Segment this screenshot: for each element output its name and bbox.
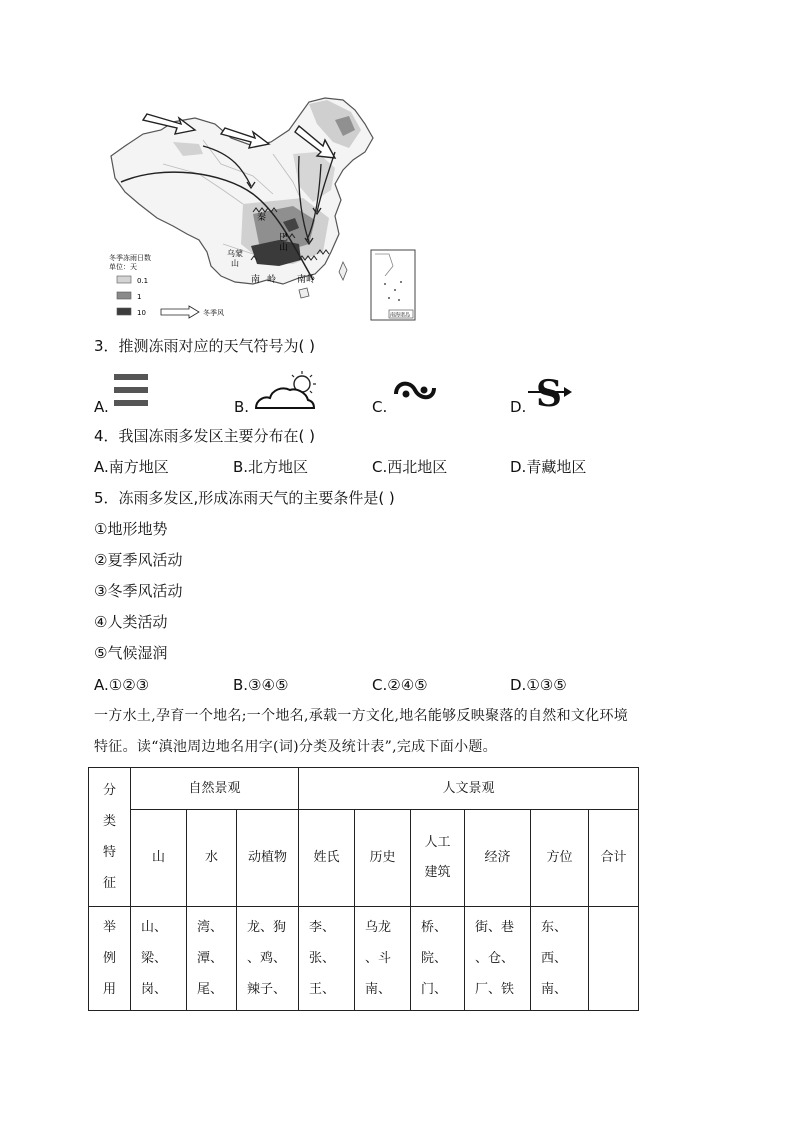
table-col-building: 人工建筑 xyxy=(411,810,465,907)
map-label-qin: 秦 xyxy=(257,213,267,223)
q3-option-a-letter: A. xyxy=(94,398,109,416)
q3-option-b[interactable] xyxy=(234,397,249,417)
q4-option-b[interactable]: B.北方地区 xyxy=(233,458,309,476)
table-col-total: 合计 xyxy=(589,810,639,907)
q5-item-3: ③冬季风活动 xyxy=(94,582,183,600)
q5-option-c[interactable]: C.②④⑤ xyxy=(372,676,428,694)
table-cell: 李、 张、 王、 xyxy=(299,907,355,1011)
map-label-shan: 山 xyxy=(279,243,289,253)
map-label-ba: 巴 xyxy=(279,233,289,243)
legend-swatch-dark xyxy=(117,308,131,315)
question-3-stem: 3．推测冻雨对应的天气符号为( ) xyxy=(94,337,316,355)
q5-item-1: ①地形地势 xyxy=(94,520,168,538)
table-col-surname: 姓氏 xyxy=(299,810,355,907)
map-label-nanling-b: 岭 xyxy=(267,275,277,285)
dust-storm-icon xyxy=(528,372,576,412)
legend-swatch-light xyxy=(117,276,131,283)
sandstorm-icon xyxy=(392,376,438,410)
table-cell: 东、 西、 南、 xyxy=(531,907,589,1011)
q5-item-5: ⑤气候湿润 xyxy=(94,644,168,662)
table-corner-header: 分 类 特 征 xyxy=(89,768,131,907)
legend-label-light: 0.1 xyxy=(137,277,149,285)
table-group-natural: 自然景观 xyxy=(131,768,299,810)
question-4-stem: 4．我国冻雨多发区主要分布在( ) xyxy=(94,427,316,445)
question-5-stem: 5．冻雨多发区,形成冻雨天气的主要条件是( ) xyxy=(94,489,395,507)
table-col-mountain: 山 xyxy=(131,810,187,907)
q5-option-a[interactable]: A.①②③ xyxy=(94,676,150,694)
table-col-fauna-flora: 动植物 xyxy=(237,810,299,907)
partly-cloudy-icon xyxy=(254,370,320,412)
table-cell: 龙、狗 、鸡、 辣子、 xyxy=(237,907,299,1011)
map-label-nanling-a: 南 xyxy=(251,275,261,285)
q3-option-a[interactable] xyxy=(94,397,109,417)
china-freezing-rain-map xyxy=(103,94,420,322)
legend-label-dark: 10 xyxy=(137,309,146,317)
legend-title: 冬季冻雨日数 xyxy=(109,254,151,262)
intro-line-2: 特征。读“滇池周边地名用字(词)分类及统计表”,完成下面小题。 xyxy=(94,739,497,755)
map-label-nanling-c: 南岭 xyxy=(297,275,316,285)
table-group-human: 人文景观 xyxy=(299,768,639,810)
table-row-label: 举 例 用 xyxy=(89,907,131,1011)
q4-option-c[interactable]: C.西北地区 xyxy=(372,458,448,476)
table-cell: 乌龙 、斗 南、 xyxy=(355,907,411,1011)
q5-item-4: ④人类活动 xyxy=(94,613,168,631)
table-cell: 山、 梁、 岗、 xyxy=(131,907,187,1011)
legend-wind-arrow-icon xyxy=(161,306,199,318)
table-cell: 街、巷 、仓、 厂、铁 xyxy=(465,907,531,1011)
q3-option-c[interactable] xyxy=(372,397,387,417)
q3-option-d-letter: D. xyxy=(510,398,527,416)
q5-option-b[interactable]: B.③④⑤ xyxy=(233,676,289,694)
intro-line-1: 一方水土,孕育一个地名;一个地名,承载一方文化,地名能够反映聚落的自然和文化环境 xyxy=(94,708,629,724)
svg-text:S: S xyxy=(536,373,562,412)
legend-label-medium: 1 xyxy=(137,293,142,301)
q3-option-c-letter: C. xyxy=(372,398,388,416)
table-col-economy: 经济 xyxy=(465,810,531,907)
fog-icon xyxy=(114,372,150,410)
table-col-direction: 方位 xyxy=(531,810,589,907)
legend-wind-label: 冬季风 xyxy=(203,309,224,317)
south-china-sea-inset xyxy=(371,250,415,320)
inset-label: 南海诸岛 xyxy=(390,312,411,319)
q4-option-a[interactable]: A.南方地区 xyxy=(94,458,169,476)
table-col-history: 历史 xyxy=(355,810,411,907)
map-label-wumeng-shan: 山 xyxy=(231,259,239,268)
question-3-options xyxy=(94,372,694,414)
table-cell-total xyxy=(589,907,639,1011)
legend-swatch-medium xyxy=(117,292,131,299)
table-col-water: 水 xyxy=(187,810,237,907)
q5-item-2: ②夏季风活动 xyxy=(94,551,183,569)
place-name-table xyxy=(88,767,639,1011)
map-label-wumeng: 乌蒙 xyxy=(227,249,243,258)
legend-unit: 单位：天 xyxy=(109,263,137,271)
q5-option-d[interactable]: D.①③⑤ xyxy=(510,676,567,694)
q4-option-d[interactable]: D.青藏地区 xyxy=(510,458,587,476)
table-cell: 桥、 院、 门、 xyxy=(411,907,465,1011)
q3-option-b-letter: B. xyxy=(234,398,250,416)
q3-option-d[interactable] xyxy=(510,397,526,417)
table-cell: 湾、 潭、 尾、 xyxy=(187,907,237,1011)
